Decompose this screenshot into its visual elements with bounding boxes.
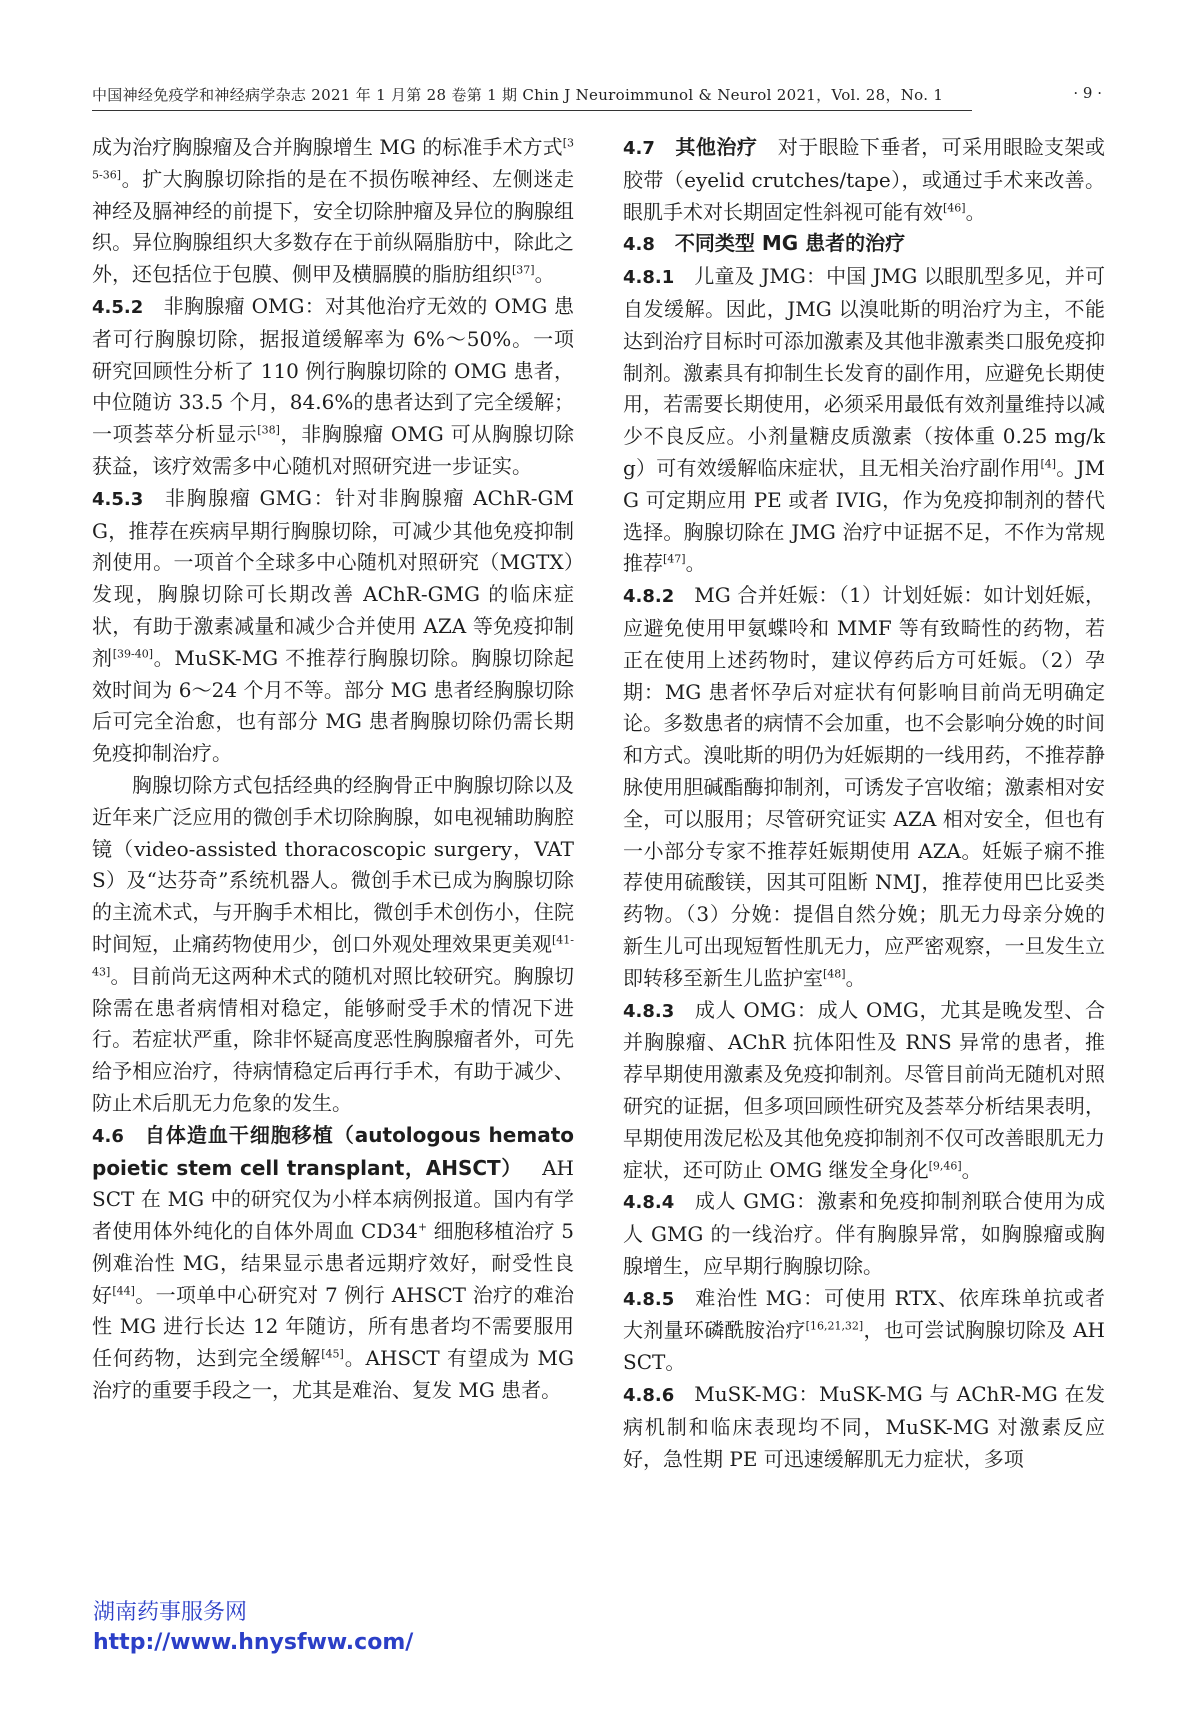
section-title: 不同类型 MG 患者的治疗: [674, 231, 906, 256]
watermark-url-link[interactable]: http://www.hnysfww.com/: [93, 1630, 414, 1655]
paragraph: [623, 580, 1105, 994]
paragraph: [623, 228, 1105, 261]
right-column: [623, 132, 1105, 1475]
section-number: 4.8.6: [623, 1385, 675, 1407]
paragraph: [623, 1186, 1105, 1282]
paragraph: [92, 132, 574, 291]
body-text: 胸腺切除方式包括经典的经胸骨正中胸腺切除以及近年来广泛应用的微创手术切除胸腺，如电视辅助胸腔镜（video-assisted thoracoscopic surgery，VATS）及“达芬奇”系统机器人。微创手术已成为胸腺切除的主流术式，与开胸手术相比，微创手术创伤小，住院时间短，止痛药物使用少，创口外观处理效果更美观[41-43]。目前尚无这两种术式的随机对照比较研究。胸腺切除需在患者病情相对稳定，能够耐受手术的情况下进行。若症状严重，除非怀疑高度恶性胸腺瘤者外，可先给予相应治疗，待病情稳定后再行手术，有助于减少、防止术后肌无力危象的发生。: [92, 772, 575, 1115]
paragraph: [623, 261, 1105, 580]
paragraph: [92, 770, 574, 1120]
paragraph: [92, 291, 574, 483]
body-text: 难治性 MG：可使用 RTX、依库珠单抗或者大剂量环磷酰胺治疗[16,21,32]，也可尝试胸腺切除及 AHSCT。: [623, 1285, 1106, 1375]
section-title: 自体造血干细胞移植（autologous hematopoietic stem cell transplant，AHSCT）: [92, 1122, 574, 1180]
body-text: 成为治疗胸腺瘤及合并胸腺增生 MG 的标准手术方式[35-36]。扩大胸腺切除指的是在不损伤喉神经、左侧迷走神经及膈神经的前提下，安全切除肿瘤及异位的胸腺组织。异位胸腺组织大多数存在于前纵隔脂肪中，除此之外，还包括位于包膜、侧甲及横膈膜的脂肪组织[37]。: [92, 135, 574, 287]
paragraph: [92, 483, 574, 770]
section-number: 4.7: [623, 138, 655, 159]
section-number: 4.8.3: [623, 1000, 675, 1022]
watermark: [93, 1598, 413, 1658]
header-rule: [92, 110, 972, 111]
journal-citation: 中国神经免疫学和神经病学杂志 2021 年 1 月第 28 卷第 1 期 Chin J Neuroimmunol & Neurol 2021，Vol. 28，No. 1: [92, 86, 944, 104]
section-number: 4.5.3: [92, 488, 144, 510]
section-number: 4.6: [92, 1125, 124, 1147]
paragraph: [623, 995, 1105, 1187]
body-text: 儿童及 JMG：中国 JMG 以眼肌型多见，并可自发缓解。因此，JMG 以溴吡斯的明治疗为主，不能达到治疗目标时可添加激素及其他非激素类口服免疫抑制剂。激素具有抑制生长发育的副作用，应避免长期使用，若需要长期使用，必须采用最低有效剂量维持以减少不良反应。小剂量糖皮质激素（按体重 0.25 mg/kg）可有效缓解临床症状，且无相关治疗副作用[4]。JMG 可定期应用 PE 或者 IVIG，作为免疫抑制剂的替代选择。胸腺切除在 JMG 治疗中证据不足，不作为常规推荐[47]。: [623, 264, 1106, 576]
body-text: MuSK-MG：MuSK-MG 与 AChR-MG 在发病机制和临床表现均不同，MuSK-MG 对激素反应好，急性期 PE 可迅速缓解肌无力症状，多项: [623, 1382, 1105, 1471]
body-text: MG 合并妊娠：（1）计划妊娠：如计划妊娠，应避免使用甲氨蝶呤和 MMF 等有致畸性的药物，若正在使用上述药物时，建议停药后方可妊娠。（2）孕期：MG 患者怀孕后对症状有何影响目前尚无明确定论。多数患者的病情不会加重，也不会影响分娩的时间和方式。溴吡斯的明仍为妊娠期的一线用药，不推荐静脉使用胆碱酯酶抑制剂，可诱发子宫收缩；激素相对安全，可以服用；尽管研究证实 AZA 相对安全，但也有一小部分专家不推荐妊娠期使用 AZA。妊娠子痫不推荐使用硫酸镁，因其可阻断 NMJ，推荐使用巴比妥类药物。（3）分娩：提倡自然分娩；肌无力母亲分娩的新生儿可出现短暂性肌无力，应严密观察，一旦发生立即转移至新生儿监护室[48]。: [623, 583, 1105, 990]
body-text: 成人 GMG：激素和免疫抑制剂联合使用为成人 GMG 的一线治疗。伴有胸腺异常，如胸腺瘤或胸腺增生，应早期行胸腺切除。: [623, 1189, 1105, 1278]
section-number: 4.8: [623, 234, 655, 256]
section-number: 4.8.2: [623, 586, 675, 608]
body-text: 非胸腺瘤 OMG：对其他治疗无效的 OMG 患者可行胸腺切除，据报道缓解率为 6%～50%。一项研究回顾性分析了 110 例行胸腺切除的 OMG 患者，中位随访 33.5 个月，84.6%的患者达到了完全缓解；一项荟萃分析显示[38]，非胸腺瘤 OMG 可从胸腺切除获益，该疗效需多中心随机对照研究进一步证实。: [92, 293, 575, 478]
paragraph: [92, 1120, 574, 1407]
section-number: 4.8.5: [623, 1288, 675, 1310]
watermark-site-name: 湖南药事服务网: [93, 1600, 248, 1625]
body-text: 非胸腺瘤 GMG：针对非胸腺瘤 AChR-GMG，推荐在疾病早期行胸腺切除，可减少其他免疫抑制剂使用。一项首个全球多中心随机对照研究（MGTX）发现，胸腺切除可长期改善 AChR-GMG 的临床症状，有助于激素减量和减少合并使用 AZA 等免疫抑制剂[39-40]。MuSK-MG 不推荐行胸腺切除。胸腺切除起效时间为 6～24 个月不等。部分 MG 患者经胸腺切除后可完全治愈，也有部分 MG 患者胸腺切除仍需长期免疫抑制治疗。: [92, 485, 574, 766]
body-text: 对于眼睑下垂者，可采用眼睑支架或胶带（eyelid crutches/tape），或通过手术来改善。眼肌手术对长期固定性斜视可能有效[46]。: [623, 135, 1106, 224]
section-number: 4.8.4: [623, 1192, 675, 1214]
section-title: 其他治疗: [674, 135, 758, 159]
paragraph: [623, 1379, 1105, 1475]
body-text: 成人 OMG：成人 OMG，尤其是晚发型、合并胸腺瘤、AChR 抗体阳性及 RNS 异常的患者，推荐早期使用激素及免疫抑制剂。尽管目前尚无随机对照研究的证据，但多项回顾性研究及荟萃分析结果表明，早期使用泼尼松及其他免疫抑制剂不仅可改善眼肌无力症状，还可防止 OMG 继发全身化[9,46]。: [623, 997, 1105, 1182]
paragraph: [623, 132, 1105, 228]
body-text: AHSCT 在 MG 中的研究仅为小样本病例报道。国内有学者使用体外纯化的自体外周血 CD34+ 细胞移植治疗 5 例难治性 MG，结果显示患者远期疗效好，耐受性良好[44]。一项单中心研究对 7 例行 AHSCT 治疗的难治性 MG 进行长达 12 年随访，所有患者均不需要服用任何药物，达到完全缓解[45]。AHSCT 有望成为 MG 治疗的重要手段之一，尤其是难治、复发 MG 患者。: [92, 1155, 575, 1403]
section-number: 4.8.1: [623, 267, 675, 289]
section-number: 4.5.2: [92, 296, 144, 318]
page-number: · 9 ·: [1073, 84, 1102, 102]
paragraph: [623, 1283, 1105, 1379]
left-column: [92, 132, 574, 1407]
